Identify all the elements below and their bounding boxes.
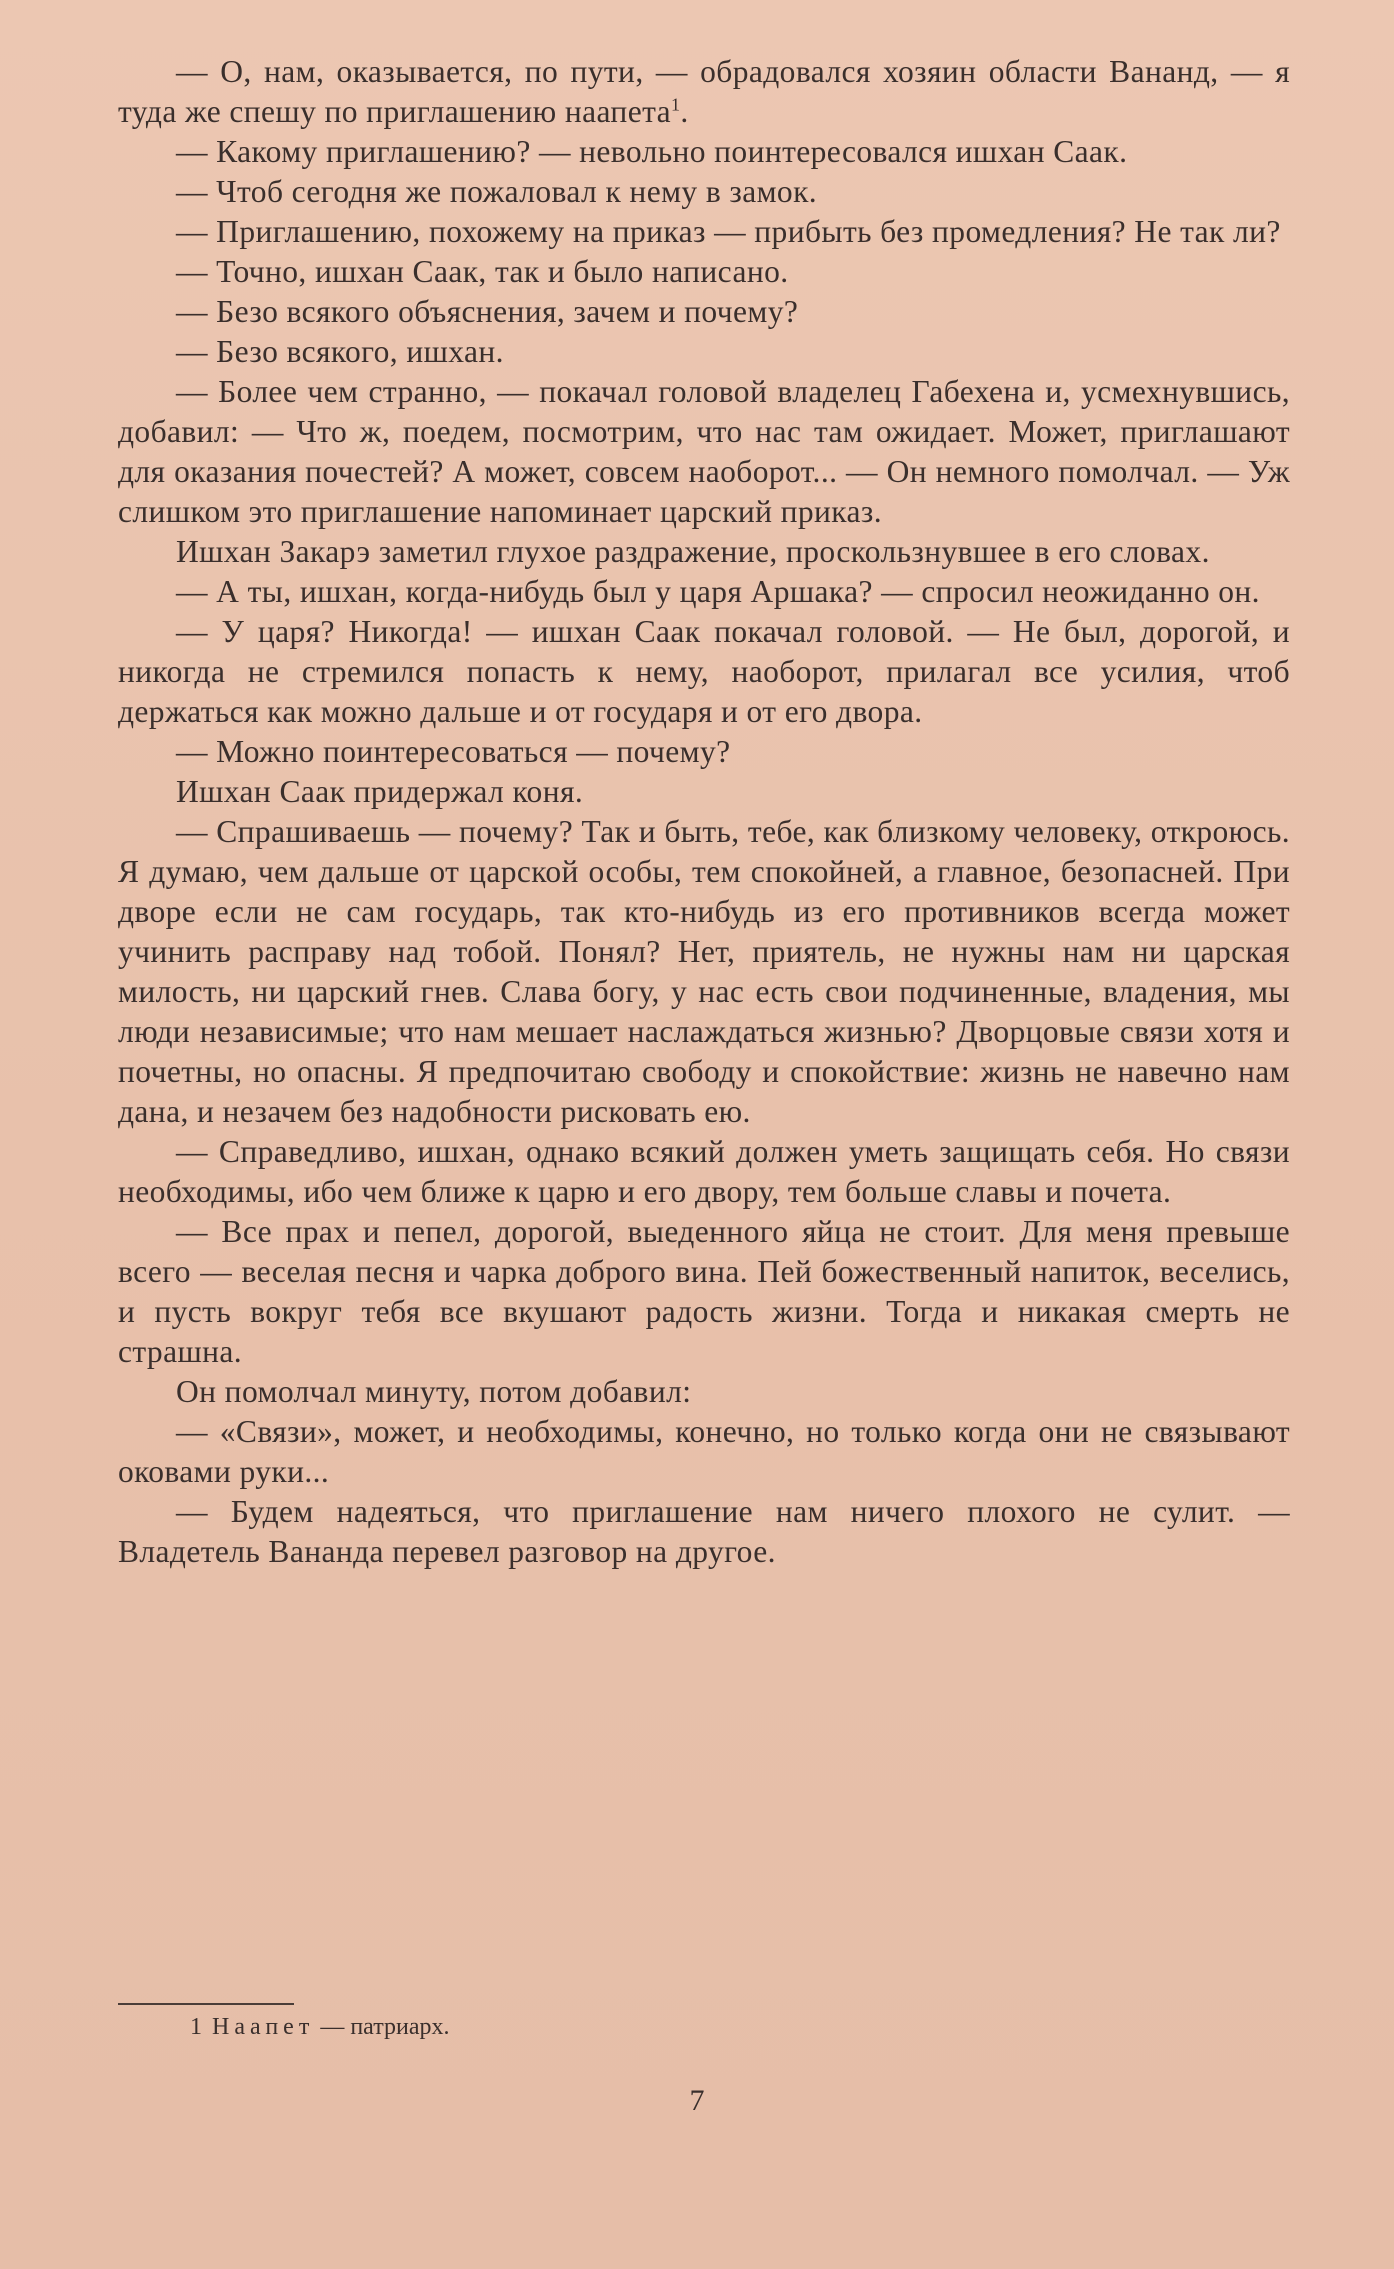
paragraph: — Можно поинтересоваться — почему? — [176, 734, 731, 769]
paragraph: — Безо всякого, ишхан. — [176, 334, 504, 369]
paragraph-text: — О, нам, оказывается, по пути, — обрадовался хозяин области Вананд, — я туда же спешу по приглашению наапета — [118, 54, 1290, 129]
paragraph: — О, нам, оказывается, по пути, — обрадовался хозяин области Вананд, — я туда же спешу по приглашению наапета$^1$. — [118, 54, 1290, 129]
paragraph: — Безо всякого объяснения, зачем и почему? — [176, 294, 799, 329]
body-text — [118, 52, 1290, 1572]
footnote-reference: 1 — [671, 94, 681, 115]
page-number: 7 — [689, 2084, 705, 2117]
paragraph: — Более чем странно, — покачал головой владелец Габехена и, усмехнувшись, добавил: — Что ж, поедем, посмотрим, что нас там ожидает. Может, приглашают для оказания почестей? А может, совсем наоборот... — Он немного помолчал. — Уж слишком это приглашение напоминает царский приказ. — [118, 374, 1290, 529]
footnote-term: Наапет — [212, 2014, 315, 2040]
paragraph: — Какому приглашению? — невольно поинтересовался ишхан Саак. — [176, 134, 1128, 169]
footnote-definition: — патриарх. — [314, 2014, 450, 2040]
paragraph: — Приглашению, похожему на приказ — прибыть без промедления? Не так ли? — [176, 214, 1281, 249]
paragraph: — Справедливо, ишхан, однако всякий должен уметь защищать себя. Но связи необходимы, ибо чем ближе к царю и его двору, тем больше славы и почета. — [118, 1134, 1290, 1209]
paragraph: — А ты, ишхан, когда-нибудь был у царя Аршака? — спросил неожиданно он. — [176, 574, 1260, 609]
paragraph: — У царя? Никогда! — ишхан Саак покачал головой. — Не был, дорогой, и никогда не стремился попасть к нему, наоборот, прилагал все усилия, чтоб держаться как можно дальше и от государя и от его двора. — [118, 614, 1290, 729]
paragraph: — «Связи», может, и необходимы, конечно, но только когда они не связывают оковами руки... — [118, 1414, 1290, 1489]
paragraph: — Чтоб сегодня же пожаловал к нему в замок. — [176, 174, 818, 209]
paragraph: — Спрашиваешь — почему? Так и быть, тебе, как близкому человеку, откроюсь. Я думаю, чем дальше от царской особы, тем спокойней, а главное, безопасней. При дворе если не сам государь, так кто-нибудь из его противников всегда может учинить расправу над тобой. Понял? Нет, приятель, не нужны нам ни царская милость, ни царский гнев. Слава богу, у нас есть свои подчиненные, владения, мы люди независимые; что нам мешает наслаждаться жизнью? Дворцовые связи хотя и почетны, но опасны. Я предпочитаю свободу и спокойствие: жизнь не навечно нам дана, и незачем без надобности рисковать ею. — [118, 814, 1290, 1129]
footnote — [190, 2012, 449, 2042]
paragraph: — Точно, ишхан Саак, так и было написано. — [176, 254, 789, 289]
paragraph: Ишхан Саак придержал коня. — [176, 774, 584, 809]
footnote-divider — [118, 2003, 294, 2005]
footnote-mark: 1 — [190, 2014, 202, 2040]
paragraph: — Все прах и пепел, дорогой, выеденного яйца не стоит. Для меня превыше всего — веселая песня и чарка доброго вина. Пей божественный напиток, веселись, и пусть вокруг тебя все вкушают радость жизни. Тогда и никакая смерть не страшна. — [118, 1214, 1290, 1369]
paragraph: — Будем надеяться, что приглашение нам ничего плохого не сулит. — Владетель Вананда перевел разговор на другое. — [118, 1494, 1290, 1569]
paragraph: Он помолчал минуту, потом добавил: — [176, 1374, 692, 1409]
paragraph: Ишхан Закарэ заметил глухое раздражение, проскользнувшее в его словах. — [176, 534, 1210, 569]
